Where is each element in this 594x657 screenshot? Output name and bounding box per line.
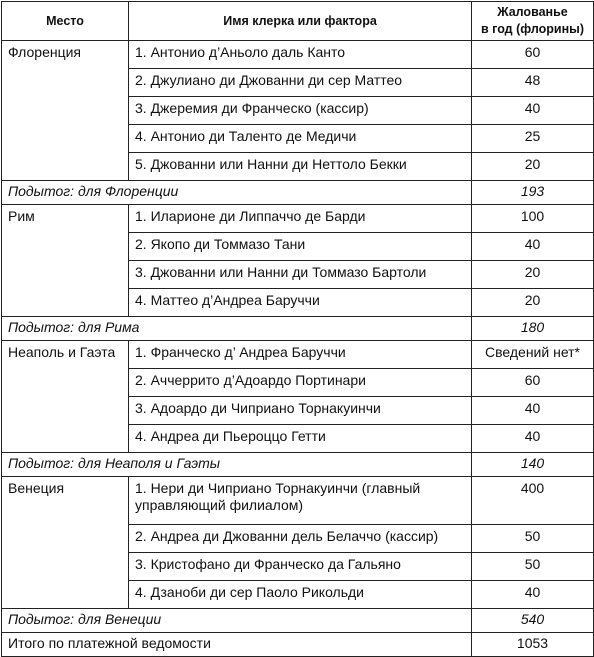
salary-cell: 100 [472,205,594,233]
subtotal-row [2,453,594,477]
salary-cell: 400 [472,477,594,525]
total-label: Итого по платежной ведомости [2,633,472,657]
subtotal-label: Подытог: для Неаполя и Гаэты [2,453,472,477]
subtotal-value: 193 [472,181,594,205]
employee-name-cell: 3. Адоардо ди Чиприано Торнакуинчи [129,397,472,425]
place-cell: Венеция [2,477,129,609]
subtotal-value: 180 [472,317,594,341]
salary-cell: 40 [472,97,594,125]
salary-cell: 50 [472,525,594,553]
subtotal-row [2,181,594,205]
employee-name-cell: 4. Маттео д’Андреа Баруччи [129,289,472,317]
salary-cell: Сведений нет* [472,341,594,369]
subtotal-label: Подытог: для Венеции [2,609,472,633]
employee-name-cell: 2. Якопо ди Томмазо Тани [129,233,472,261]
header-place: Место [2,2,129,41]
salary-cell: 60 [472,369,594,397]
salary-cell: 25 [472,125,594,153]
total-value: 1053 [472,633,594,657]
header-salary [472,2,594,41]
table-row [2,341,594,369]
subtotal-value: 140 [472,453,594,477]
employee-name-cell: 4. Дзаноби ди сер Паоло Рикольди [129,581,472,609]
employee-name-cell: 5. Джованни или Нанни ди Неттоло Бекки [129,153,472,181]
total-row [2,633,594,657]
employee-name-cell: 4. Антонио ди Таленто де Медичи [129,125,472,153]
salary-cell: 40 [472,581,594,609]
place-cell: Флоренция [2,41,129,181]
subtotal-label: Подытог: для Рима [2,317,472,341]
table-body [2,41,594,657]
salary-cell: 60 [472,41,594,69]
header-row [2,2,594,41]
salary-cell: 20 [472,261,594,289]
employee-name-cell: 1. Иларионе ди Липпаччо де Барди [129,205,472,233]
salary-cell: 48 [472,69,594,97]
salary-cell: 20 [472,289,594,317]
header-name: Имя клерка или фактора [129,2,472,41]
header-salary-line2: в год (флорины) [481,22,584,36]
place-cell: Рим [2,205,129,317]
table-row [2,205,594,233]
employee-name-cell: 3. Джеремия ди Франческо (кассир) [129,97,472,125]
employee-name-cell: 2. Андреа ди Джованни дель Белаччо (кассир) [129,525,472,553]
table-row [2,41,594,69]
employee-name-cell: 1. Франческо д’ Андреа Баруччи [129,341,472,369]
employee-name-cell: 1. Антонио д’Аньоло даль Канто [129,41,472,69]
employee-name-cell: 3. Кристофано ди Франческо да Гальяно [129,553,472,581]
salary-cell: 50 [472,553,594,581]
salary-table [1,1,594,657]
salary-cell: 40 [472,233,594,261]
employee-name-cell: 4. Андреа ди Пьероццо Гетти [129,425,472,453]
salary-cell: 40 [472,397,594,425]
subtotal-value: 540 [472,609,594,633]
employee-name-cell: 2. Джулиано ди Джованни ди сер Маттео [129,69,472,97]
table-row [2,477,594,525]
subtotal-label: Подытог: для Флоренции [2,181,472,205]
subtotal-row [2,609,594,633]
salary-cell: 20 [472,153,594,181]
employee-name-cell: 3. Джованни или Нанни ди Томмазо Бартоли [129,261,472,289]
salary-cell: 40 [472,425,594,453]
header-salary-line1: Жалованье [497,5,568,19]
place-cell: Неаполь и Гаэта [2,341,129,453]
employee-name-cell: 1. Нери ди Чиприано Торнакуинчи (главный управляющий филиалом) [129,477,472,525]
employee-name-cell: 2. Аччеррито д’Адоардо Портинари [129,369,472,397]
subtotal-row [2,317,594,341]
